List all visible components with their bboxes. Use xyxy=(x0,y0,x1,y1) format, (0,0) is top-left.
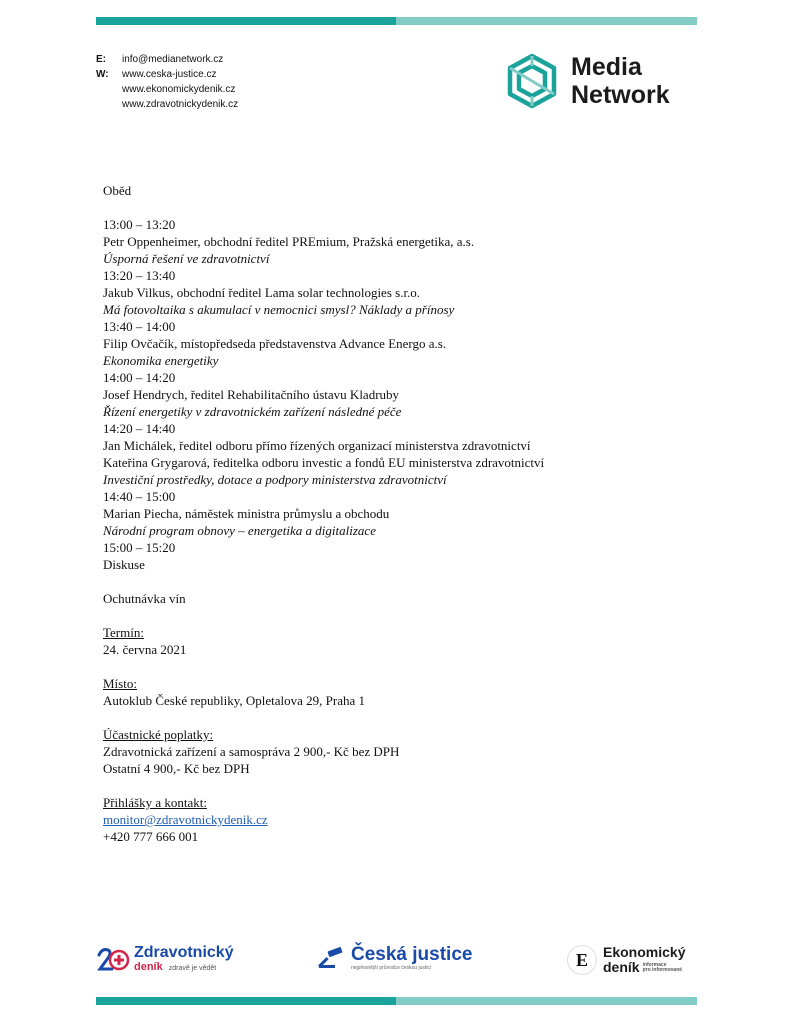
ekonomicky-denik-logo[interactable] xyxy=(567,945,685,975)
ekonomicky-denik-tagline-1: informace xyxy=(642,962,667,969)
top-accent-bar-dark xyxy=(96,17,396,25)
bottom-accent-bar xyxy=(96,997,697,1005)
program-topic: Ekonomika energetiky xyxy=(103,353,219,368)
wine-tasting-label: Ochutnávka vín xyxy=(103,591,186,606)
ekonomicky-denik-e-icon: E xyxy=(567,945,597,975)
media-network-logo xyxy=(503,52,670,110)
ekonomicky-denik-subtitle: deník xyxy=(603,959,640,975)
registration-phone: +420 777 666 001 xyxy=(103,829,199,844)
place-value: Autoklub České republiky, Opletalova 29, Praha 1 xyxy=(103,693,365,708)
bottom-accent-bar-dark xyxy=(96,997,396,1005)
zdravotnicky-denik-logo[interactable] xyxy=(96,945,234,975)
program-topic: Řízení energetiky v zdravotnickém zařízení následné péče xyxy=(103,404,402,419)
program-speaker: Jakub Vilkus, obchodní ředitel Lama solar technologies s.r.o. xyxy=(103,285,421,300)
fees-label: Účastnické poplatky: xyxy=(103,727,214,742)
program-content xyxy=(103,182,703,845)
program-topic: Úsporná řešení ve zdravotnictví xyxy=(103,251,270,266)
date-value: 24. června 2021 xyxy=(103,642,187,657)
program-time: 13:40 – 14:00 xyxy=(103,319,176,334)
fee-institutions: Zdravotnická zařízení a samospráva 2 900,- Kč bez DPH xyxy=(103,744,400,759)
program-speaker: Marian Piecha, náměstek ministra průmyslu a obchodu xyxy=(103,506,390,521)
ceska-justice-title: Česká justice xyxy=(351,944,473,965)
header-contact xyxy=(96,52,238,112)
web-label: W: xyxy=(96,69,109,80)
program-speaker: Jan Michálek, ředitel odboru přímo řízených organizací ministerstva zdravotnictví xyxy=(103,438,531,453)
lunch-label: Oběd xyxy=(103,183,132,198)
media-network-logo-icon xyxy=(503,52,561,110)
web-row xyxy=(96,67,238,82)
fee-others: Ostatní 4 900,- Kč bez DPH xyxy=(103,761,250,776)
ceska-justice-logo[interactable] xyxy=(318,945,472,971)
program-time: 14:00 – 14:20 xyxy=(103,370,176,385)
ekonomicky-denik-title: Ekonomický xyxy=(603,944,686,960)
program-topic: Národní program obnovy – energetika a digitalizace xyxy=(103,523,376,538)
program-topic: Investiční prostředky, dotace a podpory ministerstva zdravotnictví xyxy=(103,472,447,487)
program-speaker: Filip Ovčačík, místopředseda představenstva Advance Energo a.s. xyxy=(103,336,447,351)
web-row-3 xyxy=(96,97,238,112)
ekonomicky-denik-tagline-2: pro informované xyxy=(642,967,683,974)
zdravotnicky-denik-logo-icon xyxy=(96,945,130,975)
program-time: 14:40 – 15:00 xyxy=(103,489,176,504)
web-link-ekonomicky-denik[interactable]: www.ekonomickydenik.cz xyxy=(122,84,236,95)
date-label: Termín: xyxy=(103,625,144,640)
discussion-label: Diskuse xyxy=(103,557,145,572)
gavel-icon xyxy=(318,947,348,969)
web-link-ceska-justice[interactable]: www.ceska-justice.cz xyxy=(122,69,217,80)
zdravotnicky-denik-subtitle: deník xyxy=(134,961,163,973)
program-time: 15:00 – 15:20 xyxy=(103,540,176,555)
web-link-zdravotnicky-denik[interactable]: www.zdravotnickydenik.cz xyxy=(122,99,239,110)
program-time: 13:20 – 13:40 xyxy=(103,268,176,283)
ceska-justice-tagline: nejpřesnější průvodce českou justicí xyxy=(351,965,432,971)
place-label: Místo: xyxy=(103,676,137,691)
email-label: E: xyxy=(96,54,106,65)
registration-label: Přihlášky a kontakt: xyxy=(103,795,207,810)
top-accent-bar-light xyxy=(396,17,697,25)
bottom-accent-bar-light xyxy=(396,997,697,1005)
logo-word-media: Media xyxy=(571,53,642,81)
program-speaker-2: Kateřina Grygarová, ředitelka odboru investic a fondů EU ministerstva zdravotnictví xyxy=(103,455,545,470)
program-topic: Má fotovoltaika s akumulací v nemocnici smysl? Náklady a přínosy xyxy=(103,302,455,317)
program-time: 14:20 – 14:40 xyxy=(103,421,176,436)
registration-email-link[interactable]: monitor@zdravotnickydenik.cz xyxy=(103,812,268,827)
email-row xyxy=(96,52,238,67)
program-time: 13:00 – 13:20 xyxy=(103,217,176,232)
program-speaker: Petr Oppenheimer, obchodní ředitel PREmium, Pražská energetika, a.s. xyxy=(103,234,475,249)
zdravotnicky-denik-tagline: zdravě je vědět xyxy=(168,965,217,972)
zdravotnicky-denik-title: Zdravotnický xyxy=(134,944,234,961)
media-network-wordmark xyxy=(571,53,670,109)
logo-word-network: Network xyxy=(571,81,670,109)
program-speaker: Josef Hendrych, ředitel Rehabilitačního ústavu Kladruby xyxy=(103,387,400,402)
email-link[interactable]: info@medianetwork.cz xyxy=(122,54,224,65)
top-accent-bar xyxy=(96,17,697,25)
web-row-2 xyxy=(96,82,238,97)
